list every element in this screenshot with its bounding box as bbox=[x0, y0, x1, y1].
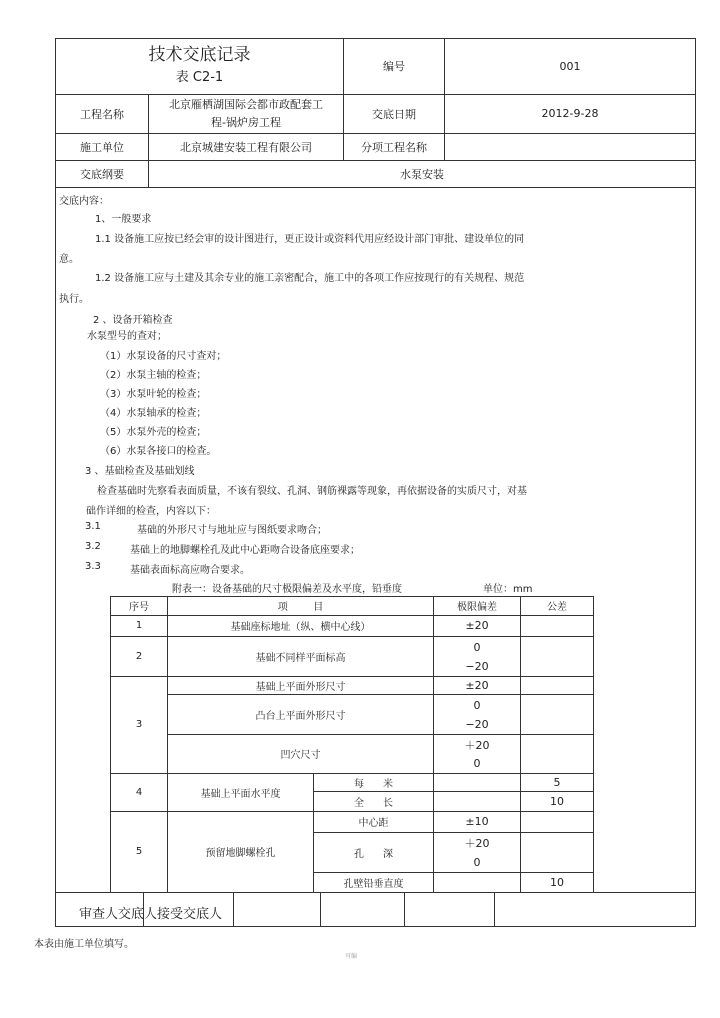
table-caption: 附表一：设备基础的尺寸极限偏差及水平度，铅垂度 bbox=[172, 584, 402, 595]
section-3-item-text: 基础表面标高应吻合要求。 bbox=[130, 565, 250, 576]
form-number: 表 C2-1 bbox=[175, 70, 224, 85]
grid-line bbox=[520, 596, 521, 892]
grid-line bbox=[55, 187, 696, 188]
row3-item-a: 基础上平面外形尺寸 bbox=[255, 681, 346, 693]
row3-item-c: 凹穴尺寸 bbox=[280, 750, 321, 761]
unit-label: 施工单位 bbox=[80, 140, 124, 154]
row5-seq: 5 bbox=[135, 846, 143, 857]
row5-dev-b1: ＋20 bbox=[464, 837, 490, 850]
table-header-item: 项 目 bbox=[277, 602, 324, 613]
section-3-line2: 础作详细的检查，内容以下： bbox=[86, 506, 216, 517]
page-title: 技术交底记录 bbox=[148, 45, 251, 65]
row2-seq: 2 bbox=[135, 650, 143, 662]
row4-tol-b: 10 bbox=[550, 794, 564, 808]
row3-dev-a: ±20 bbox=[465, 678, 489, 692]
section-3-item-text: 基础的外形尺寸与地址应与图纸要求吻合； bbox=[137, 525, 327, 536]
section-1-1-line1: 1.1 设备施工应按已经会审的设计图进行，更正设计或资料代用应经设计部门审批、建设单位的同 bbox=[95, 234, 525, 245]
row1-item: 基础座标地址（纵、横中心线） bbox=[230, 622, 371, 633]
section-1-2-line2: 执行。 bbox=[59, 294, 89, 305]
project-label: 工程名称 bbox=[80, 107, 124, 121]
section-3-item-num: 3.2 bbox=[85, 541, 101, 552]
grid-line bbox=[55, 892, 696, 893]
section-3-line1: 检查基础时先察看表面质量，不该有裂纹、孔洞、钢筋裸露等现象，再依据设备的实质尺寸，对基 bbox=[97, 486, 527, 497]
row5-sub-a: 中心距 bbox=[358, 818, 389, 829]
date-label: 交底日期 bbox=[372, 107, 416, 121]
row4-sub-b: 全 长 bbox=[353, 797, 394, 809]
subproject-value bbox=[445, 133, 695, 160]
section-3-item-num: 3.1 bbox=[85, 521, 101, 532]
row4-sub-a: 每 米 bbox=[353, 778, 394, 790]
row3-item-b: 凸台上平面外形尺寸 bbox=[255, 710, 346, 722]
frame-right bbox=[695, 38, 696, 927]
outline-label: 交底纲要 bbox=[80, 167, 124, 181]
grid-line bbox=[233, 892, 234, 926]
table-header-tolerance: 公差 bbox=[547, 602, 567, 613]
grid-line bbox=[404, 892, 405, 926]
grid-line bbox=[593, 596, 594, 892]
table-header-seq: 序号 bbox=[129, 602, 149, 613]
row3-dev-c2: 0 bbox=[473, 757, 481, 770]
section-3-item-text: 基础上的地脚螺栓孔及此中心距吻合设备底座要求； bbox=[130, 545, 360, 556]
section-2-sub: 水泵型号的查对； bbox=[87, 331, 167, 342]
row2-dev-b: −20 bbox=[465, 659, 489, 673]
frame-bottom bbox=[55, 926, 696, 927]
grid-line bbox=[320, 892, 321, 926]
project-name-line1: 北京雁栖湖国际会都市政配套工 bbox=[169, 97, 323, 111]
section-1-1-line2: 意。 bbox=[59, 254, 79, 265]
date-value: 2012-9-28 bbox=[541, 107, 599, 120]
row4-item: 基础上平面水平度 bbox=[200, 788, 281, 800]
row5-dev-a: ±10 bbox=[465, 815, 489, 828]
subproject-label: 分项工程名称 bbox=[361, 140, 427, 154]
section-1-title: 1、一般要求 bbox=[95, 214, 152, 225]
project-name bbox=[149, 94, 343, 133]
row5-sub-c: 孔壁铅垂直度 bbox=[343, 878, 404, 890]
number-value: 001 bbox=[559, 59, 581, 73]
grid-line bbox=[494, 892, 495, 926]
section-2-item: （1）水泵设备的尺寸查对； bbox=[100, 351, 227, 362]
section-1-2-line1: 1.2 设备施工应与土建及其余专业的施工亲密配合，施工中的各项工作应按现行的有关规程、规范 bbox=[95, 273, 525, 284]
section-2-item: （4）水泵轴承的检查； bbox=[100, 408, 207, 419]
table-header-deviation: 极限偏差 bbox=[457, 602, 497, 613]
section-2-item: （6）水泵各接口的检查。 bbox=[100, 446, 217, 457]
row4-tol-a: 5 bbox=[553, 775, 561, 789]
row5-tol-c: 10 bbox=[550, 875, 564, 889]
row5-dev-b2: 0 bbox=[473, 855, 481, 869]
number-label: 编号 bbox=[383, 60, 405, 73]
row1-seq: 1 bbox=[135, 620, 143, 631]
page-mark: 可编 bbox=[345, 953, 358, 960]
footer-note: 本表由施工单位填写。 bbox=[34, 939, 134, 950]
signers-label: 审查人交底人接受交底人 bbox=[79, 907, 223, 922]
row3-dev-b2: −20 bbox=[465, 717, 489, 731]
section-3-title: 3 、基础检查及基础划线 bbox=[85, 466, 195, 477]
row3-seq: 3 bbox=[135, 719, 143, 730]
row4-seq: 4 bbox=[135, 786, 143, 798]
row2-item: 基础不同样平面标高 bbox=[255, 652, 346, 664]
section-2-title: 2 、设备开箱检查 bbox=[93, 315, 173, 326]
section-2-item: （5）水泵外壳的检查； bbox=[100, 427, 207, 438]
row3-dev-c1: ＋20 bbox=[464, 738, 490, 752]
header-title-block bbox=[56, 38, 343, 94]
outline-value: 水泵安装 bbox=[400, 167, 444, 181]
section-2-item: （3）水泵叶轮的检查； bbox=[100, 389, 207, 400]
unit-value: 北京城建安装工程有限公司 bbox=[180, 140, 312, 154]
row1-dev: ±20 bbox=[465, 619, 489, 632]
content-intro: 交底内容： bbox=[59, 196, 109, 207]
section-2-item: （2）水泵主轴的检查； bbox=[100, 370, 207, 381]
row3-dev-b1: 0 bbox=[473, 698, 481, 712]
row5-sub-b: 孔 深 bbox=[353, 848, 394, 860]
project-name-line2: 程-锅炉房工程 bbox=[211, 115, 281, 129]
section-3-item-num: 3.3 bbox=[85, 561, 101, 572]
table-unit: 单位：mm bbox=[483, 584, 533, 595]
row2-dev-a: 0 bbox=[473, 640, 481, 654]
row5-item: 预留地脚螺栓孔 bbox=[205, 848, 276, 859]
